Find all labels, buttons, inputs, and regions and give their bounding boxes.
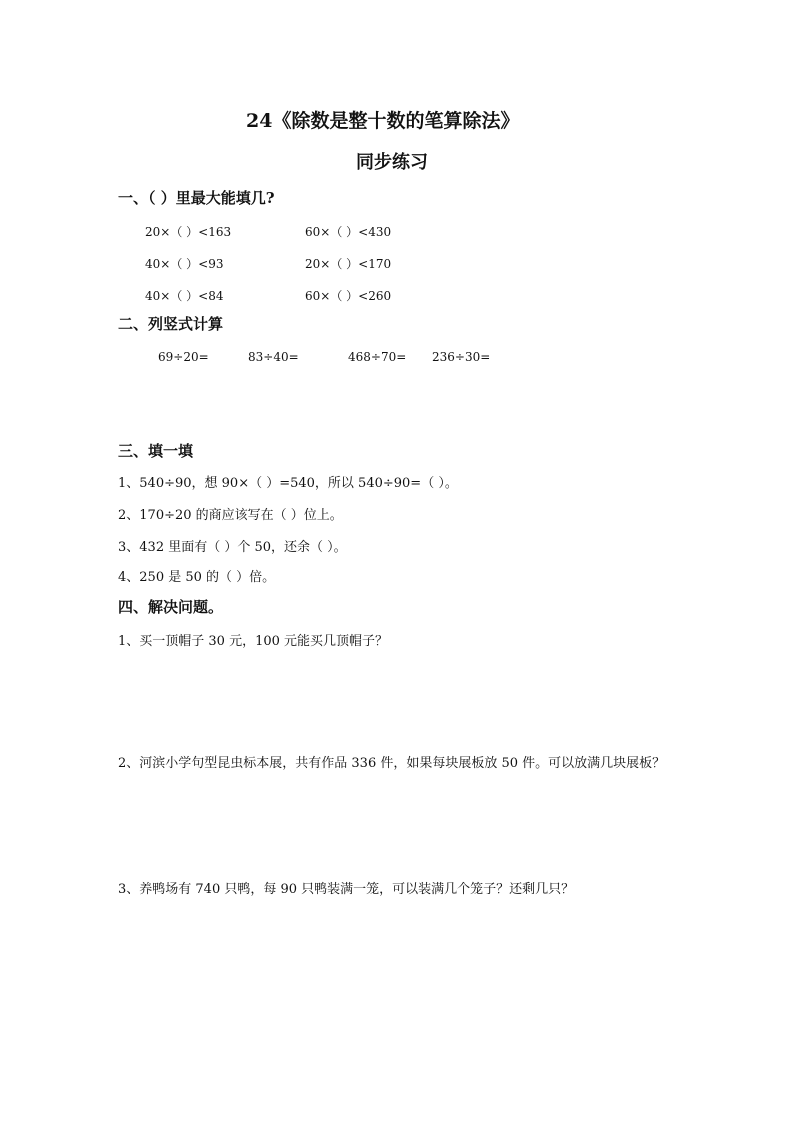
page-subtitle: 同步练习 [356, 152, 428, 173]
fill-item: 60×（ ）<430 [305, 225, 392, 239]
section-3-heading: 三、填一填 [118, 442, 194, 460]
calc-item: 236÷30= [432, 350, 491, 364]
section-2-heading: 二、列竖式计算 [118, 315, 224, 333]
page-title: 24《除数是整十数的笔算除法》 [246, 110, 520, 132]
word-problem: 2、河滨小学句型昆虫标本展，共有作品 336 件，如果每块展板放 50 件。可以放满几块展板？ [118, 756, 666, 771]
fill-question: 2、170÷20 的商应该写在（ ）位上。 [118, 508, 343, 523]
section-1-heading: 一、（ ）里最大能填几? [118, 189, 275, 207]
calc-item: 83÷40= [248, 350, 299, 364]
fill-question: 1、540÷90，想 90×（ ）=540，所以 540÷90=（ ）。 [118, 476, 458, 491]
calc-item: 468÷70= [348, 350, 407, 364]
fill-item: 20×（ ）<170 [305, 257, 392, 271]
fill-item: 60×（ ）<260 [305, 289, 392, 303]
fill-item: 40×（ ）<84 [145, 289, 224, 303]
fill-question: 3、432 里面有（ ）个 50，还余（ ）。 [118, 540, 347, 555]
fill-question: 4、250 是 50 的（ ）倍。 [118, 570, 276, 585]
section-4-heading: 四、解决问题。 [118, 598, 224, 616]
word-problem: 1、买一顶帽子 30 元，100 元能买几顶帽子？ [118, 634, 389, 649]
fill-item: 40×（ ）<93 [145, 257, 224, 271]
fill-item: 20×（ ）<163 [145, 225, 232, 239]
word-problem: 3、养鸭场有 740 只鸭，每 90 只鸭装满一笼，可以装满几个笼子？还剩几只？ [118, 882, 575, 897]
calc-item: 69÷20= [158, 350, 209, 364]
